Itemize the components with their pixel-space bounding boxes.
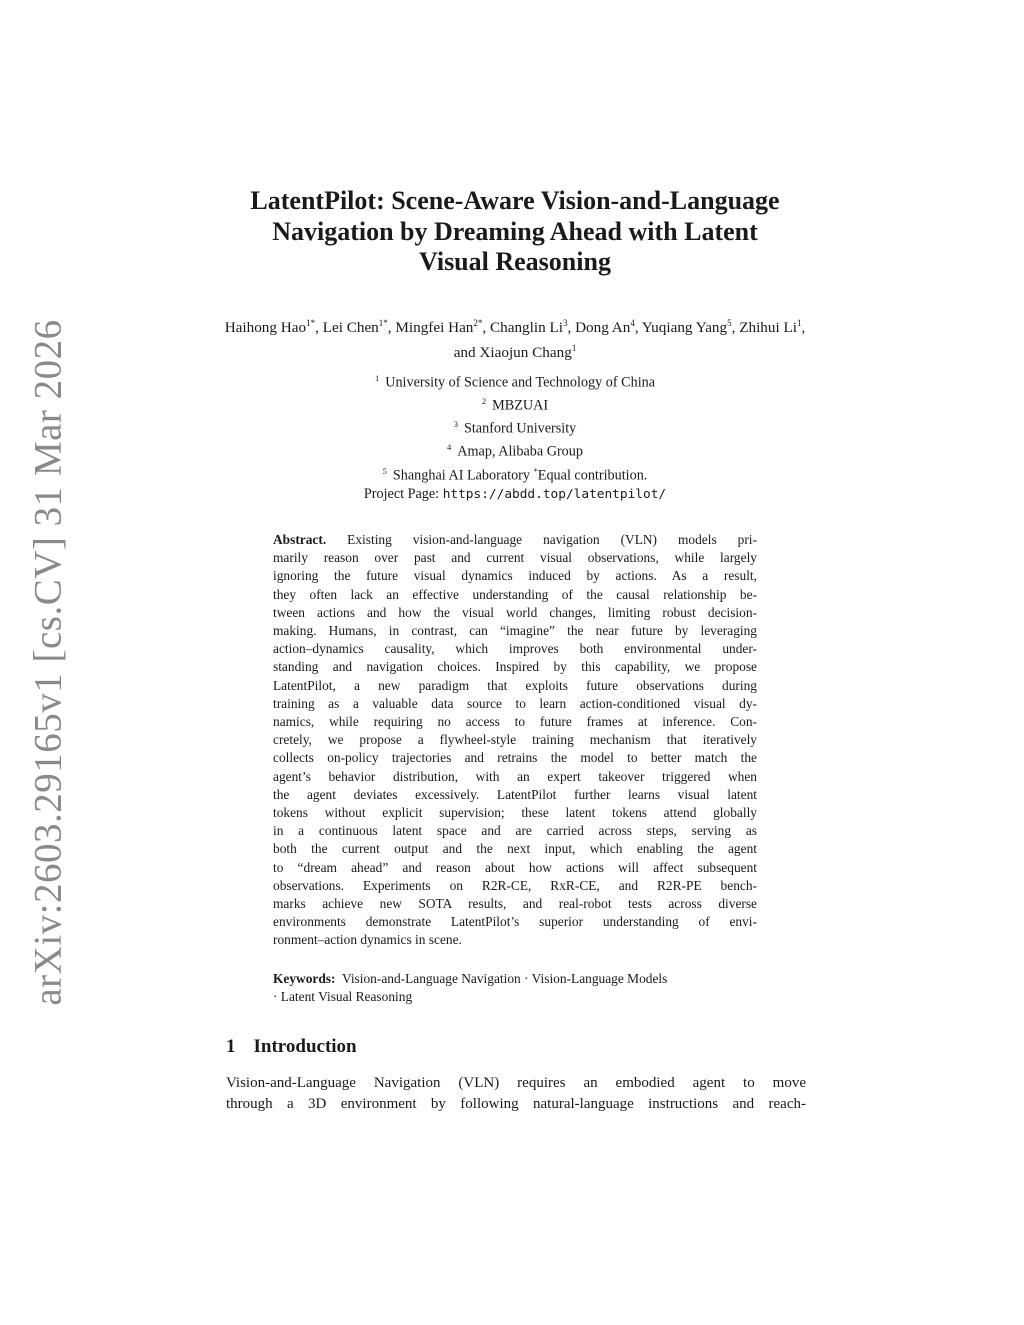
section-heading xyxy=(226,1036,357,1058)
affiliation-number: 1 xyxy=(374,373,380,383)
affiliation-number: 4 xyxy=(447,442,452,453)
abstract-line: tween actions and how the visual world changes, limiting robust decision- xyxy=(273,604,757,620)
affiliation-item xyxy=(300,462,730,485)
abstract-line: in a continuous latent space and are carried across steps, serving as xyxy=(273,823,757,839)
equal-contribution-mark: * xyxy=(533,465,538,476)
abstract-line: agent’s behavior distribution, with an expert takeover triggered when xyxy=(273,768,757,784)
keywords-text: Vision-and-Language Navigation · Vision-Language Models xyxy=(341,971,668,986)
author-separator: , xyxy=(387,319,396,337)
project-page-line xyxy=(300,485,730,504)
arxiv-identifier-stamp xyxy=(22,318,74,1006)
affiliation-name: Stanford University xyxy=(463,421,577,438)
body-line: through a 3D environment by following natural-language instructions and reach- xyxy=(226,1096,806,1112)
author-affiliation-mark: 1 xyxy=(571,343,577,354)
author-name: Dong An xyxy=(575,319,631,337)
author-affiliation-mark: 2* xyxy=(473,318,483,328)
affiliation-name: University of Science and Technology of China xyxy=(385,374,656,391)
affiliation-item xyxy=(300,392,730,415)
section-number: 1 xyxy=(226,1036,236,1057)
abstract-line: they often lack an effective understanding of the causal relationship be- xyxy=(273,586,757,602)
author-name: Zhihui Li xyxy=(739,319,798,337)
author-affiliation-mark: 4 xyxy=(630,318,635,328)
abstract-line: ronment–action dynamics in scene. xyxy=(273,932,462,948)
abstract-line: to “dream ahead” and reason about how actions will affect subsequent xyxy=(273,859,757,875)
author-separator: , xyxy=(731,319,740,337)
author-list xyxy=(215,313,815,363)
project-page-label: Project Page: xyxy=(363,485,440,502)
author-separator: , xyxy=(315,319,323,337)
abstract-line: marily reason over past and current visual observations, while largely xyxy=(273,550,757,566)
affiliation-item xyxy=(300,415,730,438)
abstract-line: standing and navigation choices. Inspired by this capability, we propose xyxy=(273,659,757,675)
abstract-line xyxy=(273,531,757,549)
abstract xyxy=(273,531,757,950)
abstract-line-text: Existing vision-and-language navigation (VLN) models pri- xyxy=(347,532,757,547)
abstract-line: tokens without explicit supervision; these latent tokens attend globally xyxy=(273,805,757,821)
introduction-text xyxy=(226,1073,806,1115)
author-name: Haihong Hao xyxy=(224,319,307,337)
equal-contribution-note: Equal contribution. xyxy=(537,467,648,484)
abstract-line: cretely, we propose a flywheel-style training mechanism that iteratively xyxy=(273,732,757,748)
abstract-label: Abstract. xyxy=(273,532,327,547)
affiliation-number: 5 xyxy=(382,465,387,476)
author-name: Mingfei Han xyxy=(395,319,474,337)
abstract-line: both the current output and the next input, which enabling the agent xyxy=(273,841,757,857)
abstract-line: environments demonstrate LatentPilot’s superior understanding of envi- xyxy=(273,914,757,930)
affiliation-list xyxy=(300,369,730,504)
author-affiliation-mark: 1* xyxy=(378,318,388,328)
abstract-line: training as a valuable data source to learn action-conditioned visual dy- xyxy=(273,695,757,711)
title-line: Navigation by Dreaming Ahead with Latent xyxy=(272,216,758,246)
abstract-line: observations. Experiments on R2R-CE, RxR-CE, and R2R-PE bench- xyxy=(273,877,757,893)
author-affiliation-mark: 1* xyxy=(306,318,316,328)
author-separator: , xyxy=(482,319,490,337)
affiliation-item xyxy=(300,369,730,392)
keywords-line: · Latent Visual Reasoning xyxy=(273,989,413,1005)
author-name: Lei Chen xyxy=(322,319,379,337)
title-line: LatentPilot: Scene-Aware Vision-and-Language xyxy=(250,186,780,215)
affiliation-name: Shanghai AI Laboratory xyxy=(392,467,530,484)
author-name: Yuqiang Yang xyxy=(641,319,728,337)
body-line: Vision-and-Language Navigation (VLN) requires an embodied agent to move xyxy=(226,1075,806,1091)
author-affiliation-mark: 5 xyxy=(727,318,732,328)
keywords-label: Keywords: xyxy=(273,971,336,986)
author-affiliation-mark: 1 xyxy=(797,318,802,328)
section-title: Introduction xyxy=(253,1036,357,1057)
affiliation-item xyxy=(300,438,730,461)
author-separator: , and xyxy=(453,319,806,362)
author-name: Changlin Li xyxy=(490,319,563,337)
arxiv-identifier-text: arXiv:2603.29165v1 [cs.CV] 31 Mar 2026 xyxy=(26,318,70,1006)
keywords xyxy=(273,970,757,1006)
abstract-line: the agent deviates excessively. LatentPilot further learns visual latent xyxy=(273,786,757,802)
affiliation-number: 2 xyxy=(481,396,487,407)
keywords-line xyxy=(273,970,757,988)
abstract-line: ignoring the future visual dynamics induced by actions. As a result, xyxy=(273,568,757,584)
author-separator: , xyxy=(567,319,576,337)
author-name: Xiaojun Chang xyxy=(479,344,572,362)
abstract-line: collects on-policy trajectories and retrains the model to better match the xyxy=(273,750,757,766)
affiliation-name: MBZUAI xyxy=(492,397,549,414)
abstract-line: marks achieve new SOTA results, and real-robot tests across diverse xyxy=(273,896,757,912)
author-affiliation-mark: 3 xyxy=(562,318,568,328)
project-page-link[interactable]: https://abdd.top/latentpilot/ xyxy=(442,486,667,502)
title-line: Visual Reasoning xyxy=(419,247,611,276)
abstract-line: action–dynamics causality, which improves both environmental under- xyxy=(273,641,757,657)
affiliation-name: Amap, Alibaba Group xyxy=(457,444,583,461)
affiliation-number: 3 xyxy=(453,419,458,430)
author-separator: , xyxy=(634,319,642,337)
abstract-line: namics, while requiring no access to future frames at inference. Con- xyxy=(273,714,757,730)
paper-title xyxy=(200,186,830,278)
abstract-line: LatentPilot, a new paradigm that exploits future observations during xyxy=(273,677,757,693)
abstract-line: making. Humans, in contrast, can “imagine” the near future by leveraging xyxy=(273,623,757,639)
